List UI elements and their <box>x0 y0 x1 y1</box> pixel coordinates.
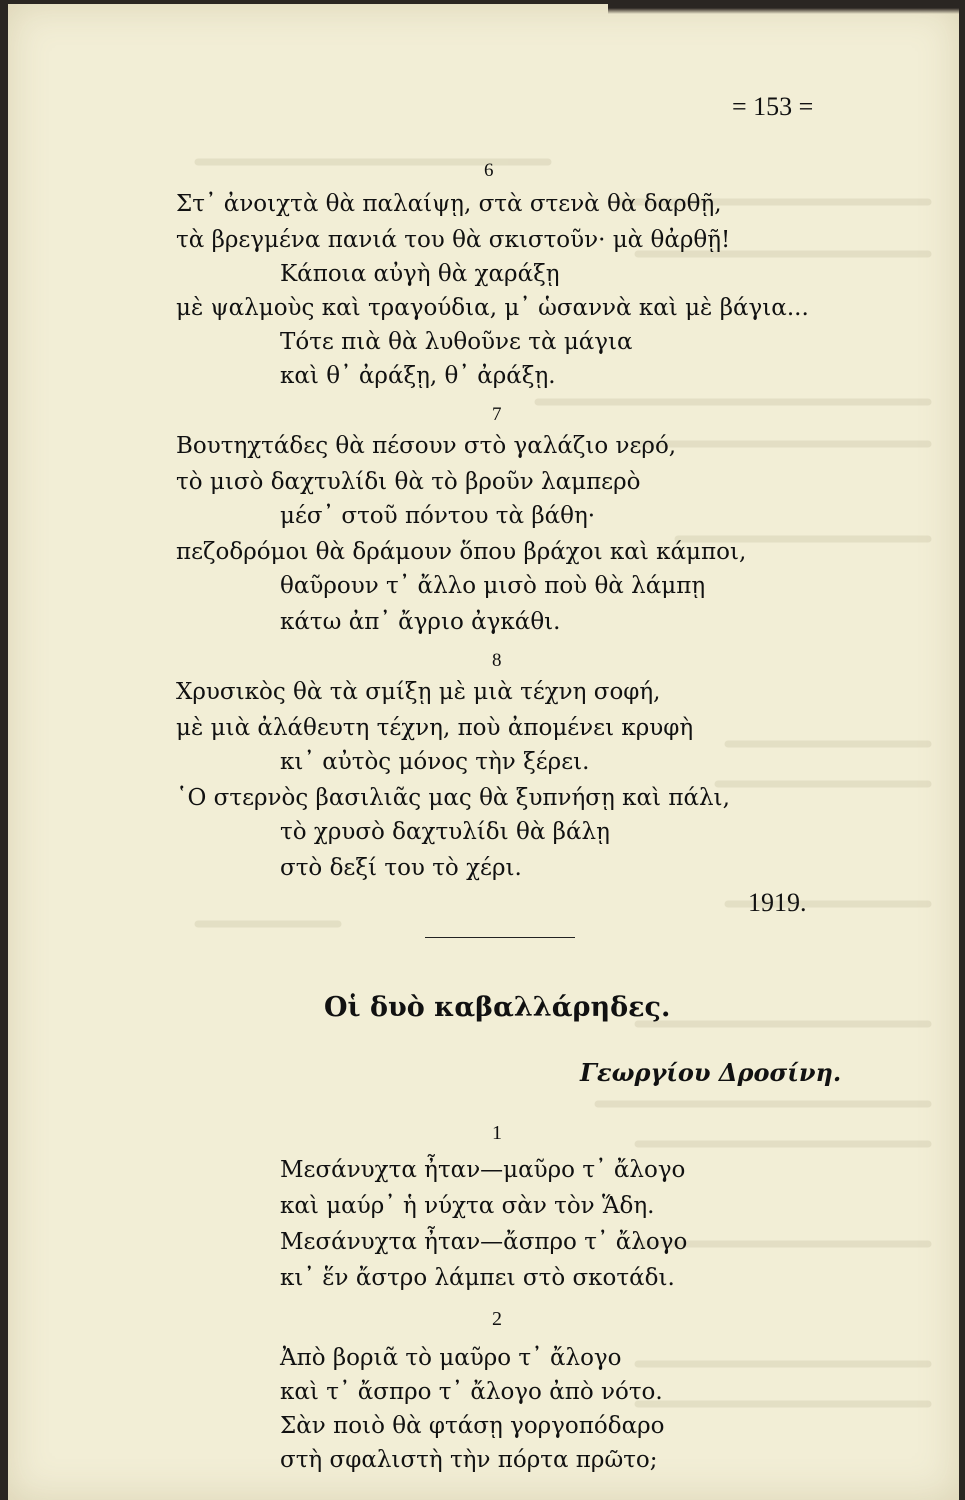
poem-line: τὰ βρεγμένα πανιά του θὰ σκιστοῦν· μὰ θἀρθῇ! <box>176 227 731 253</box>
poem-line: μὲ μιὰ ἀλάθευτη τέχνη, ποὺ ἀπομένει κρυφὴ <box>176 715 694 741</box>
poem-line: κι᾿ αὐτὸς μόνος τὴν ξέρει. <box>280 749 590 775</box>
book-page <box>8 4 959 1500</box>
section-divider <box>425 937 575 938</box>
poem-author: Γεωργίου Δροσίνη. <box>580 1058 842 1087</box>
poem-line: κάτω ἀπ᾿ ἄγριο ἀγκάθι. <box>280 609 561 635</box>
poem-line: Σὰν ποιὸ θὰ φτάσῃ γοργοπόδαρο <box>280 1413 665 1439</box>
poem-line: θαῦρουν τ᾿ ἄλλο μισὸ ποὺ θὰ λάμπῃ <box>280 573 706 599</box>
poem-line: καὶ μαύρ᾿ ἡ νύχτα σὰν τὸν Ἅδη. <box>280 1193 655 1219</box>
poem-line: κι᾿ ἕν ἄστρο λάμπει στὸ σκοτάδι. <box>280 1265 675 1291</box>
stanza-number: 1 <box>492 1122 502 1144</box>
stanza-number: 8 <box>492 650 502 671</box>
poem-line: Τότε πιὰ θὰ λυθοῦνε τὰ μάγια <box>280 329 633 355</box>
poem-line: πεζοδρόμοι θὰ δράμουν ὅπου βράχοι καὶ κάμποι, <box>176 539 747 565</box>
poem-line: μὲ ψαλμοὺς καὶ τραγούδια, μ᾿ ὡσαννὰ καὶ μὲ βάγια... <box>176 295 809 321</box>
poem-line: Στ᾿ ἀνοιχτὰ θὰ παλαίψῃ, στὰ στενὰ θὰ δαρθῇ, <box>176 191 722 217</box>
poem-line: στὸ δεξί του τὸ χέρι. <box>280 855 522 881</box>
poem-line: Κάποια αὐγὴ θὰ χαράξῃ <box>280 261 560 287</box>
stanza-number: 7 <box>492 404 502 425</box>
page-edge-shadow <box>608 4 959 14</box>
poem-line: Μεσάνυχτα ἦταν—μαῦρο τ᾿ ἄλογο <box>280 1157 686 1183</box>
poem-title: Οἱ δυὸ καβαλλάρηδες. <box>324 992 671 1023</box>
poem-line: τὸ χρυσὸ δαχτυλίδι θὰ βάλῃ <box>280 819 610 845</box>
poem-line: καὶ τ᾿ ἄσπρο τ᾿ ἄλογο ἀπὸ νότο. <box>280 1379 663 1405</box>
stanza-number: 2 <box>492 1308 502 1330</box>
poem-line: Χρυσικὸς θὰ τὰ σμίξῃ μὲ μιὰ τέχνη σοφή, <box>176 679 661 705</box>
stanza-number: 6 <box>484 160 494 181</box>
poem-line: μέσ᾿ στοῦ πόντου τὰ βάθη· <box>280 503 596 529</box>
poem-line: καὶ θ᾿ ἀράξῃ, θ᾿ ἀράξῃ. <box>280 363 556 389</box>
poem-year: 1919. <box>748 888 807 917</box>
poem-line: στὴ σφαλιστὴ τὴν πόρτα πρῶτο; <box>280 1447 658 1473</box>
poem-line: τὸ μισὸ δαχτυλίδι θὰ τὸ βροῦν λαμπερὸ <box>176 469 641 495</box>
poem-line: Βουτηχτάδες θὰ πέσουν στὸ γαλάζιο νερό, <box>176 433 677 459</box>
poem-line: Ἀπὸ βοριᾶ τὸ μαῦρο τ᾿ ἄλογο <box>280 1345 622 1371</box>
page-number: = 153 = <box>732 92 814 121</box>
poem-line: Μεσάνυχτα ἦταν—ἄσπρο τ᾿ ἄλογο <box>280 1229 688 1255</box>
poem-line: ῾Ο στερνὸς βασιλιᾶς μας θὰ ξυπνήσῃ καὶ πάλι, <box>176 785 730 811</box>
